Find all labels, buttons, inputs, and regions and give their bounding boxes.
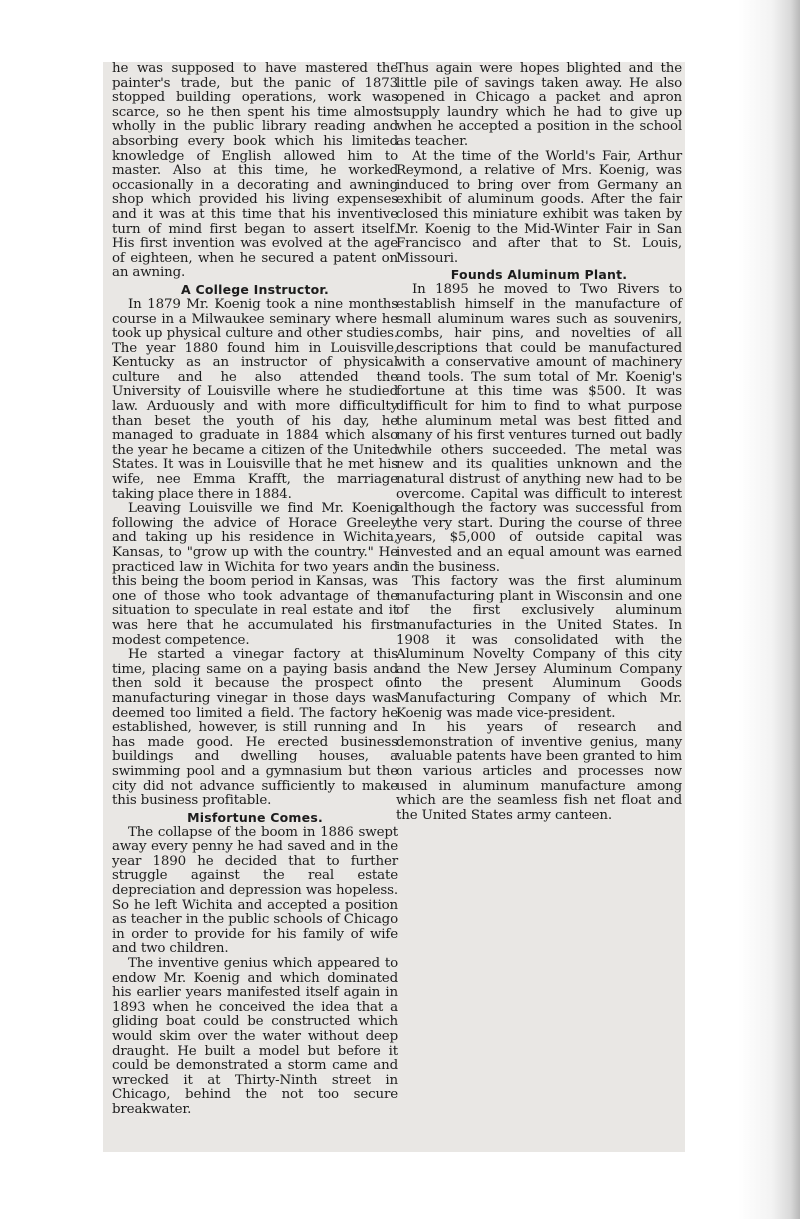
paragraph: Thus again were hopes blighted and the little pile of savings taken away. He also opened in Chicago a packet and apron supply laundry which he had to give up when he accepted a position in the school as teacher.: [396, 61, 682, 149]
paragraph: At the time of the World's Fair, Arthur Reymond, a relative of Mrs. Koenig, was induced to bring over from Germany an exhibit of aluminum goods. After the fair closed this miniature exhibit was taken by Mr. Koenig to the Mid-Winter Fair in San Francisco and after that to St. Louis, Missouri.: [396, 148, 682, 266]
paragraph: The inventive genius which appeared to endow Mr. Koenig and which dominated his earlier years manifested itself again in 1893 when he conceived the idea that a gliding boat could be constructed which would skim over the water without deep draught. He built a model but before it could be demonstrated a storm came and wrecked it at Thirty-Ninth street in Chicago, behind the not too secure breakwater.: [112, 956, 398, 1117]
paragraph: In 1879 Mr. Koenig took a nine months course in a Milwaukee seminary where he took up physical culture and other studies. The year 1880 found him in Louisville, Kentucky as an instructor of physical culture and he also attended the University of Louisville where he studied law. Arduously and with more difficulty than beset the youth of his day, he managed to graduate in 1884 which also the year he became a citizen of the United States. It was in Louisville that he met his wife, nee Emma Krafft, the marriage taking place there in 1884.: [112, 296, 398, 502]
section-heading: A College Instructor.: [181, 281, 329, 297]
paragraph: The collapse of the boom in 1886 swept away every penny he had saved and in the year 1890 he decided that to further struggle against the real estate depreciation and depression was hopeless. So he left Wichita and accepted a position as teacher in the public schools of Chicago in order to provide for his family of wife and two children.: [112, 824, 398, 957]
left-column: [112, 62, 398, 1118]
paragraph: In 1895 he moved to Two Rivers to establish himself in the manufacture of small aluminum wares such as souvenirs, combs, hair pins, and novelties of all descriptions that could be manufactured with a conservative amount of machinery and tools. The sum total of Mr. Koenig's fortune at this time was $500. It was difficult for him to find to what purpose the aluminum metal was best fitted and many of his first ventures turned out badly while others succeeded. The metal was new and its qualities unknown and the natural distrust of anything new had to be overcome. Capital was difficult to interest although the factory was successful from the very start. During the course of three years, $5,000 of outside capital was invested and an equal amount was earned in the business.: [396, 282, 682, 575]
paragraph: He started a vinegar factory at this time, placing same on a paying basis and then sold it because the prospect of manufacturing vinegar in those days was deemed too limited a field. The factory he established, however, is still running and has made good. He erected business buildings and dwelling houses, a swimming pool and a gymnasium but the city did not advance sufficiently to make this business profitable.: [112, 647, 398, 809]
right-column: [396, 62, 682, 823]
paragraph: Leaving Louisville we find Mr. Koenig following the advice of Horace Greeley and taking up his residence in Wichita, Kansas, to "grow up with the country." He practiced law in Wichita for two years and this being the boom period in Kansas, was one of those who took advantage of the situation to speculate in real estate and it was here that he accumulated his first modest competence.: [112, 501, 398, 648]
section-heading: Misfortune Comes.: [187, 809, 323, 825]
section-heading: Founds Aluminum Plant.: [450, 267, 628, 283]
paragraph: This factory was the first aluminum manufacturing plant in Wisconsin and one of the first exclusively aluminum manufacturies in the United States. In 1908 it was consolidated with the Aluminum Novelty Company of this city and the New Jersey Aluminum Company into the present Aluminum Goods Manufacturing Company of which Mr. Koenig was made vice-president.: [396, 574, 682, 721]
paragraph: In his years of research and demonstration of inventive genius, many valuable patents have been granted to him on various articles and processes now used in aluminum manufacture among which are the seamless fish net float and the United States army canteen.: [396, 720, 682, 823]
scan-page-edge: [738, 0, 800, 1219]
paragraph: he was supposed to have mastered the painter's trade, but the panic of 1873 stopped building operations, work was scarce, so he then spent his time almost wholly in the public library reading and absorbing every book which his limited knowledge of English allowed him to master. Also at this time, he worked occasionally in a decorating and awning shop which provided his living expenses and it was at this time that his inventive turn of mind first began to assert itself. His first invention was evolved at the age of eighteen, when he secured a patent on an awning.: [112, 61, 398, 281]
newspaper-clipping: [103, 62, 685, 1152]
